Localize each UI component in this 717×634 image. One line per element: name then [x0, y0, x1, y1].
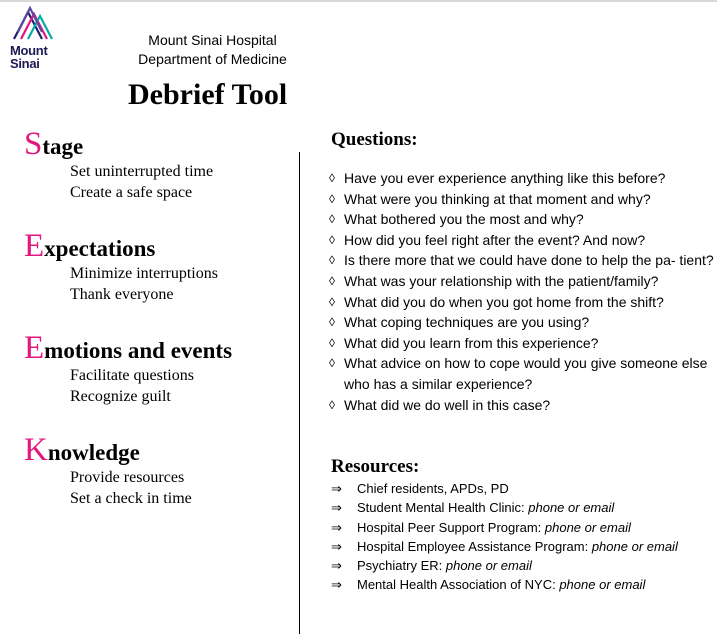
questions-heading: Questions: [331, 129, 418, 150]
org-name: Mount Sinai Hospital [148, 32, 277, 48]
resources-list [331, 479, 717, 595]
resources-heading: Resources: [331, 456, 420, 477]
step-item: Set uninterrupted time [70, 163, 214, 180]
step-heading [24, 228, 218, 264]
diamond-bullet-icon: ◊ [329, 171, 335, 185]
question-text: What did you do when you got home from the shift? [344, 293, 664, 310]
arrow-right-icon: ⇒ [331, 500, 342, 516]
resource-name: Hospital Employee Assistance Program: [357, 538, 592, 554]
resource-name: Mental Health Association of NYC: [357, 577, 560, 593]
step-heading-rest: xpectations [44, 236, 156, 261]
arrow-right-icon: ⇒ [331, 538, 342, 554]
diamond-bullet-icon: ◊ [329, 356, 335, 371]
list-item [329, 353, 717, 394]
diamond-bullet-icon: ◊ [329, 294, 335, 309]
logo-mark-icon [12, 6, 56, 40]
list-item [329, 333, 717, 354]
step-item: Minimize interruptions [70, 265, 218, 282]
question-text: How did you feel right after the event? And now? [344, 231, 646, 248]
logo-word-mount: Mount [10, 43, 48, 58]
list-item [329, 312, 717, 333]
list-item [331, 479, 717, 498]
step-item: Create a safe space [70, 184, 193, 201]
step-item: Provide resources [70, 469, 185, 486]
list-item [331, 518, 717, 537]
step-heading [24, 432, 192, 468]
list-item [331, 537, 717, 556]
question-text: Is there more that we could have done to help the pa- tient? [344, 252, 714, 269]
arrow-right-icon: ⇒ [331, 558, 342, 574]
question-text: What were you thinking at that moment and why? [344, 190, 651, 207]
step-item: Set a check in time [70, 490, 192, 507]
step-stage [24, 126, 214, 203]
resource-name: Chief residents, APDs, PD [357, 481, 509, 496]
diamond-bullet-icon: ◊ [329, 315, 335, 330]
top-border [0, 0, 717, 2]
list-item [329, 209, 717, 230]
step-knowledge [24, 432, 192, 509]
resource-contact: phone or email [528, 500, 615, 516]
diamond-bullet-icon: ◊ [329, 397, 335, 412]
list-item [329, 395, 717, 416]
step-emotions [24, 330, 233, 407]
arrow-right-icon: ⇒ [331, 519, 342, 535]
list-item [329, 168, 717, 189]
resource-name: Hospital Peer Support Program: [357, 519, 545, 535]
step-initial: K [24, 432, 48, 468]
diamond-bullet-icon: ◊ [329, 335, 335, 350]
list-item [329, 250, 717, 271]
diamond-bullet-icon: ◊ [329, 232, 335, 247]
arrow-right-icon: ⇒ [331, 481, 342, 496]
question-text: What advice on how to cope would you give someone else who has a similar experience? [344, 355, 708, 392]
resource-name: Student Mental Health Clinic: [357, 500, 529, 516]
step-expectations [24, 228, 218, 305]
resource-contact: phone or email [591, 538, 678, 554]
step-heading [24, 126, 213, 162]
list-item [329, 271, 717, 292]
diamond-bullet-icon: ◊ [329, 273, 335, 288]
questions-list [329, 168, 717, 415]
step-initial: E [24, 330, 45, 366]
diamond-bullet-icon: ◊ [329, 212, 335, 227]
list-item [329, 189, 717, 210]
list-item [331, 556, 717, 575]
department-name: Department of Medicine [138, 51, 287, 67]
column-divider [299, 152, 300, 634]
resource-name: Psychiatry ER: [357, 558, 446, 574]
list-item [331, 498, 717, 517]
step-heading-rest: motions and events [44, 338, 233, 363]
step-initial: E [24, 228, 45, 264]
question-text: Have you ever experience anything like this before? [344, 170, 666, 186]
step-item: Facilitate questions [70, 367, 194, 384]
question-text: What was your relationship with the patient/family? [344, 272, 659, 289]
list-item [329, 292, 717, 313]
page-title: Debrief Tool [128, 78, 288, 111]
question-text: What did we do well in this case? [344, 396, 551, 413]
diamond-bullet-icon: ◊ [329, 253, 335, 268]
arrow-right-icon: ⇒ [331, 577, 342, 593]
question-text: What did you learn from this experience? [344, 334, 599, 351]
step-heading-rest: nowledge [47, 440, 140, 465]
resource-contact: phone or email [559, 577, 646, 593]
list-item [331, 575, 717, 594]
step-item: Thank everyone [70, 286, 174, 303]
step-initial: S [24, 126, 43, 162]
step-item: Recognize guilt [70, 388, 171, 405]
mount-sinai-logo [8, 6, 64, 72]
resource-contact: phone or email [445, 558, 532, 574]
step-heading-rest: tage [42, 134, 84, 159]
question-text: What bothered you the most and why? [344, 211, 584, 228]
resource-contact: phone or email [544, 519, 631, 535]
list-item [329, 230, 717, 251]
step-heading [24, 330, 233, 366]
question-text: What coping techniques are you using? [344, 314, 590, 331]
diamond-bullet-icon: ◊ [329, 191, 335, 206]
logo-word-sinai: Sinai [10, 56, 40, 71]
